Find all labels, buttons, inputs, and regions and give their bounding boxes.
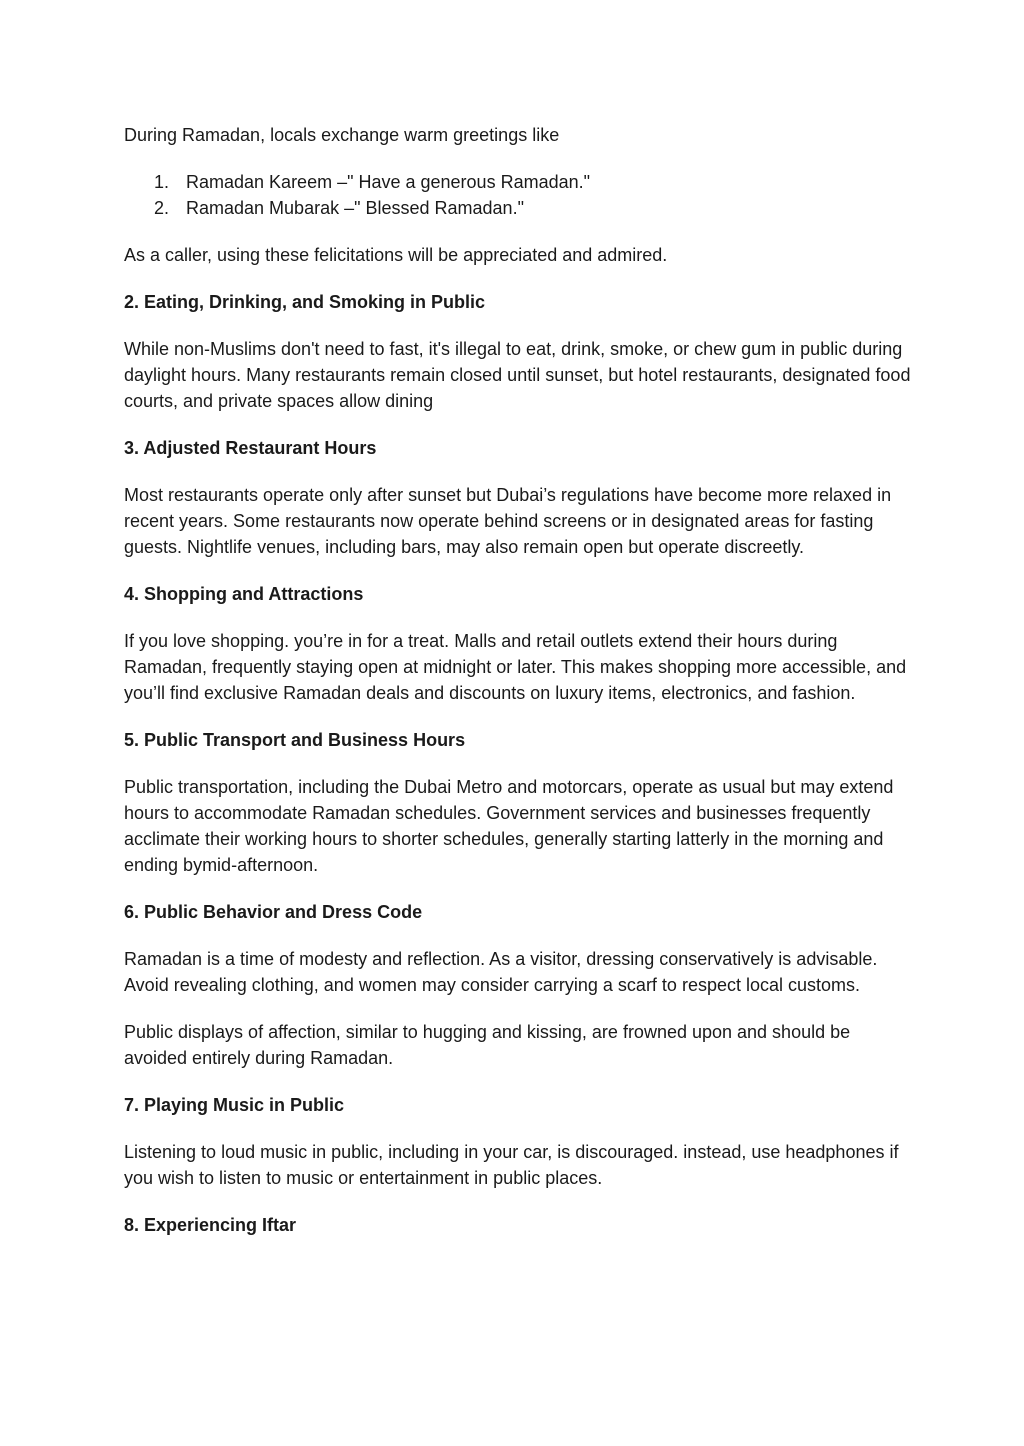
list-item-number: 2. xyxy=(154,198,170,218)
section-paragraph: If you love shopping. you’re in for a treat. Malls and retail outlets extend their hours during Ramadan, frequently staying open at midnight or later. This makes shopping more accessible, and you’ll find exclusive Ramadan deals and discounts on luxury items, electronics, and fashion. xyxy=(124,631,907,703)
greetings-list xyxy=(124,169,914,221)
list-item xyxy=(124,195,914,221)
after-list-paragraph: As a caller, using these felicitations will be appreciated and admired. xyxy=(124,245,668,265)
section-paragraph: While non-Muslims don't need to fast, it's illegal to eat, drink, smoke, or chew gum in public during daylight hours. Many restaurants remain closed until sunset, but hotel restaurants, designated food courts, and private spaces allow dining xyxy=(124,339,911,411)
section-heading-shopping: 4. Shopping and Attractions xyxy=(124,584,364,604)
section-paragraph: Listening to loud music in public, including in your car, is discouraged. instead, use headphones if you wish to listen to music or entertainment in public places. xyxy=(124,1142,899,1188)
section-heading-iftar: 8. Experiencing Iftar xyxy=(124,1215,297,1235)
section-paragraph: Public transportation, including the Dubai Metro and motorcars, operate as usual but may extend hours to accommodate Ramadan schedules. Government services and businesses frequently acclimate their working hours to shorter schedules, generally starting latterly in the morning and ending bymid-afternoon. xyxy=(124,777,894,875)
intro-paragraph: During Ramadan, locals exchange warm greetings like xyxy=(124,125,560,145)
list-item-text: Ramadan Mubarak –" Blessed Ramadan." xyxy=(186,198,524,218)
section-heading-behavior: 6. Public Behavior and Dress Code xyxy=(124,902,423,922)
section-heading-restaurant-hours: 3. Adjusted Restaurant Hours xyxy=(124,438,377,458)
document-page xyxy=(124,122,914,1259)
section-paragraph: Ramadan is a time of modesty and reflection. As a visitor, dressing conservatively is advisable. Avoid revealing clothing, and women may consider carrying a scarf to respect local customs. xyxy=(124,949,878,995)
list-item xyxy=(124,169,914,195)
section-heading-eating: 2. Eating, Drinking, and Smoking in Public xyxy=(124,292,486,312)
section-heading-transport: 5. Public Transport and Business Hours xyxy=(124,730,466,750)
section-paragraph: Most restaurants operate only after sunset but Dubai’s regulations have become more relaxed in recent years. Some restaurants now operate behind screens or in designated areas for fasting guests. Nightlife venues, including bars, may also remain open but operate discreetly. xyxy=(124,485,892,557)
list-item-text: Ramadan Kareem –" Have a generous Ramadan." xyxy=(186,172,591,192)
list-item-number: 1. xyxy=(154,172,170,192)
section-paragraph: Public displays of affection, similar to hugging and kissing, are frowned upon and should be avoided entirely during Ramadan. xyxy=(124,1022,851,1068)
section-heading-music: 7. Playing Music in Public xyxy=(124,1095,345,1115)
